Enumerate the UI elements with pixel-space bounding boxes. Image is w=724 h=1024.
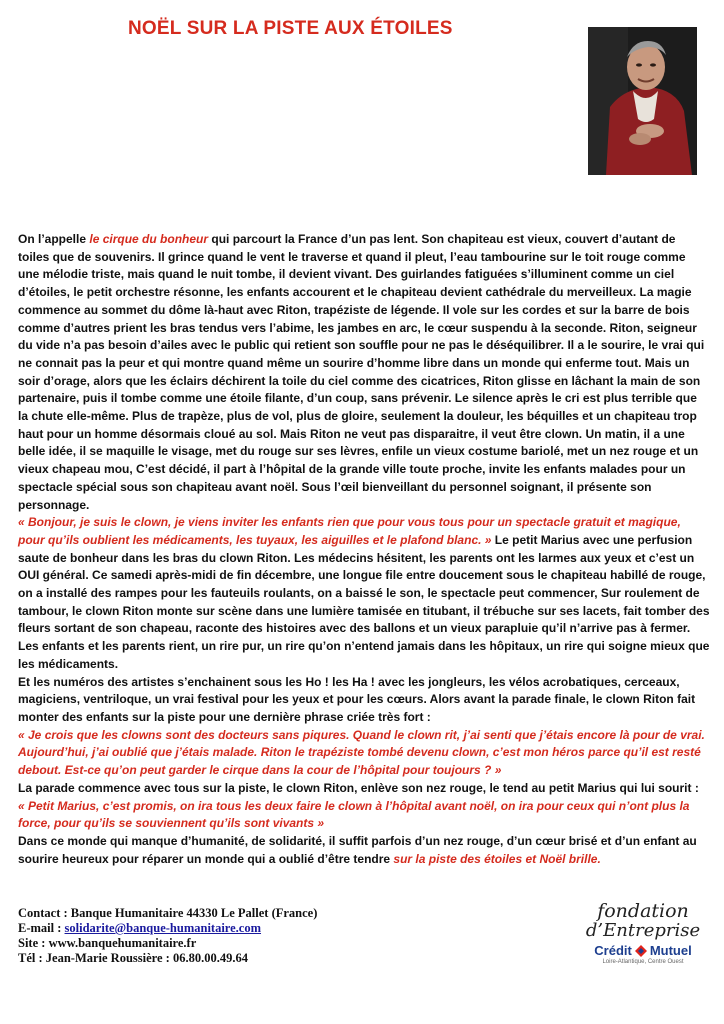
closing-lead: Dans ce monde qui manque d’humanité, de solidarité, il suffit parfois d’un nez rouge, d’un cœur brisé et d’un enfant au sourire heureux pour réparer un monde qui a oublié d’être tendre [18, 833, 697, 866]
brand-right: Mutuel [649, 943, 692, 958]
site-line [18, 936, 518, 951]
paragraph-3: Et les numéros des artistes s’enchainent sous les Ho ! les Ha ! avec les jongleurs, les vélos acrobatiques, cerceaux, magiciens, ventriloque, un vrai festival pour les yeux et pour les cœurs. Alors avant la parade finale, le clown Riton fait monter des enfants sur la piste pour une dernière phrase criée très fort : [18, 674, 696, 724]
brand-left: Crédit [594, 943, 632, 958]
logo-line-1: fondation [597, 900, 689, 922]
closing-highlight: sur la piste des étoiles et Noël brille. [393, 851, 601, 866]
logo-subtitle: Loire-Atlantique, Centre Ouest [602, 959, 684, 965]
site-value: www.banquehumanitaire.fr [48, 936, 197, 950]
logo-brand [576, 943, 710, 958]
phone-label: Tél : [18, 951, 43, 965]
contact-block [18, 906, 518, 966]
paragraph-2: Le petit Marius avec une perfusion saute de bonheur dans les bras du clown Riton. Les médecins hésitent, les parents ont les larmes aux yeux et c’est un OUI général. Ce samedi après-midi de fin décembre, une longue file entre doucement sous le chapiteau habillé de rouge, on a installé des rampes pour les fauteuils roulants, on a baissé le son, le spectacle peut commencer, Sur roulement de tambour, le clown Riton monte sur scène dans une lumière tamisée en titubant, il trébuche sur ses lacets, fait tomber des fleurs sortant de son chapeau, raconte des histoires avec des ballons et un vieux parapluie qu’il n’arrive pas à fermer. Les enfants et les parents rient, un rire pur, un rire qu’on n’entend jamais dans les hôpitaux, un rire qui soigne mieux que les médicaments. [18, 532, 710, 671]
paragraph-4: La parade commence avec tous sur la piste, le clown Riton, enlève son nez rouge, le tend au petit Marius qui lui sourit : [18, 780, 699, 795]
logo-line-2: d’Entreprise [585, 920, 701, 941]
children-quote: « Je crois que les clowns sont des docteurs sans piqures. Quand le clown rit, j’ai senti que j’étais encore là pour de vrai. Aujourd’hui, j’ai oublié que j’étais malade. Riton le trapéziste tombé devenu clown, c’est mon héros parce qu’il est resté debout. Est-ce qu’on peut garder le cirque dans la cour de l’hôpital pour toujours ? » [18, 727, 705, 778]
credit-mutuel-foundation-logo [576, 902, 710, 978]
author-photo [588, 27, 697, 175]
story-text [18, 231, 710, 868]
intro-paragraph: qui parcourt la France d’un pas lent. Son chapiteau est vieux, couvert d’autant de toiles que de souvenirs. Il grince quand le vent le traverse et quand il pleut, l’eau tambourine sur le toit rouge comme une mélodie triste, mais quand le nuit tombe, il devient vivant. Des guirlandes fatiguées s’illuminent comme un ciel d’étoiles, le petit orchestre résonne, les enfants accourent et le chapiteau devient cathédrale du merveilleux. La magie commence au sommet du dôme là-haut avec Riton, trapéziste de légende. Il vole sur les cordes et sur la barre de bois comme d’autres prient les bras tendus vers l’abime, les jambes en arc, le cœur suspendu à la seconde. Riton, seigneur du vide n’a pas besoin d’ailes avec le public qui retient son souffle pour ne pas le déséquilibrer. Il a le sourire, le vrai qui ne connait pas la peur et qui montre quand même un sourire d’homme libre dans un monde qui enferme tout. Mais un soir d’orage, alors que les éclairs déchirent la toile du ciel comme des cicatrices, Riton glisse en lâchant la main de son partenaire, puis il tombe comme une étoile filante, d’un coup, sans prévenir. Le silence après le cri est plus terrible que la chute elle-même. Plus de trapèze, plus de vol, plus de gloire, seulement la douleur, les béquilles et un chapiteau trop haut pour un homme désormais cloué au sol. Mais Riton ne veut pas disparaitre, il veut être clown. Un matin, il a une belle idée, il se maquille le visage, met du rouge sur ses lèvres, enfile un vieux costume bariolé, met un nez rouge et un vieux chapeau mou, C’est décidé, il part à l’hôpital de la grande ville toute proche, invite les enfants malades pour un spectacle spécial sous son chapiteau avant noël. Sous l’œil bienveillant du personnel soignant, il présente son personnage. [18, 232, 705, 512]
intro-highlight: le cirque du bonheur [89, 232, 209, 246]
contact-value: Banque Humanitaire 44330 Le Pallet (France) [70, 906, 318, 920]
email-line [18, 921, 518, 936]
contact-label: Contact : [18, 906, 68, 920]
page-title: NOËL SUR LA PISTE AUX ÉTOILES [128, 18, 453, 39]
email-label: E-mail : [18, 921, 62, 935]
email-link[interactable]: solidarite@banque-humanitaire.com [64, 921, 262, 935]
phone-line [18, 951, 518, 966]
brand-mark-icon [635, 945, 647, 957]
clown-quote-2: « Petit Marius, c’est promis, on ira tous les deux faire le clown à l’hôpital avant noël, on ira pour ceux qui n’ont plus la force, pour qu’ils se souviennent qu’ils sont vivants » [18, 798, 690, 831]
clown-quote-1: « Bonjour, je suis le clown, je viens inviter les enfants rien que pour vous tous pour un spectacle gratuit et magique, pour qu’ils oublient les médicaments, les tuyaux, les aiguilles et le plafond blanc. » [18, 515, 681, 547]
contact-line [18, 906, 518, 921]
site-label: Site : [18, 936, 46, 950]
portrait-image [588, 27, 697, 175]
phone-value: Jean-Marie Roussière : 06.80.00.49.64 [45, 951, 248, 965]
intro-lead: On l’appelle [18, 232, 90, 246]
